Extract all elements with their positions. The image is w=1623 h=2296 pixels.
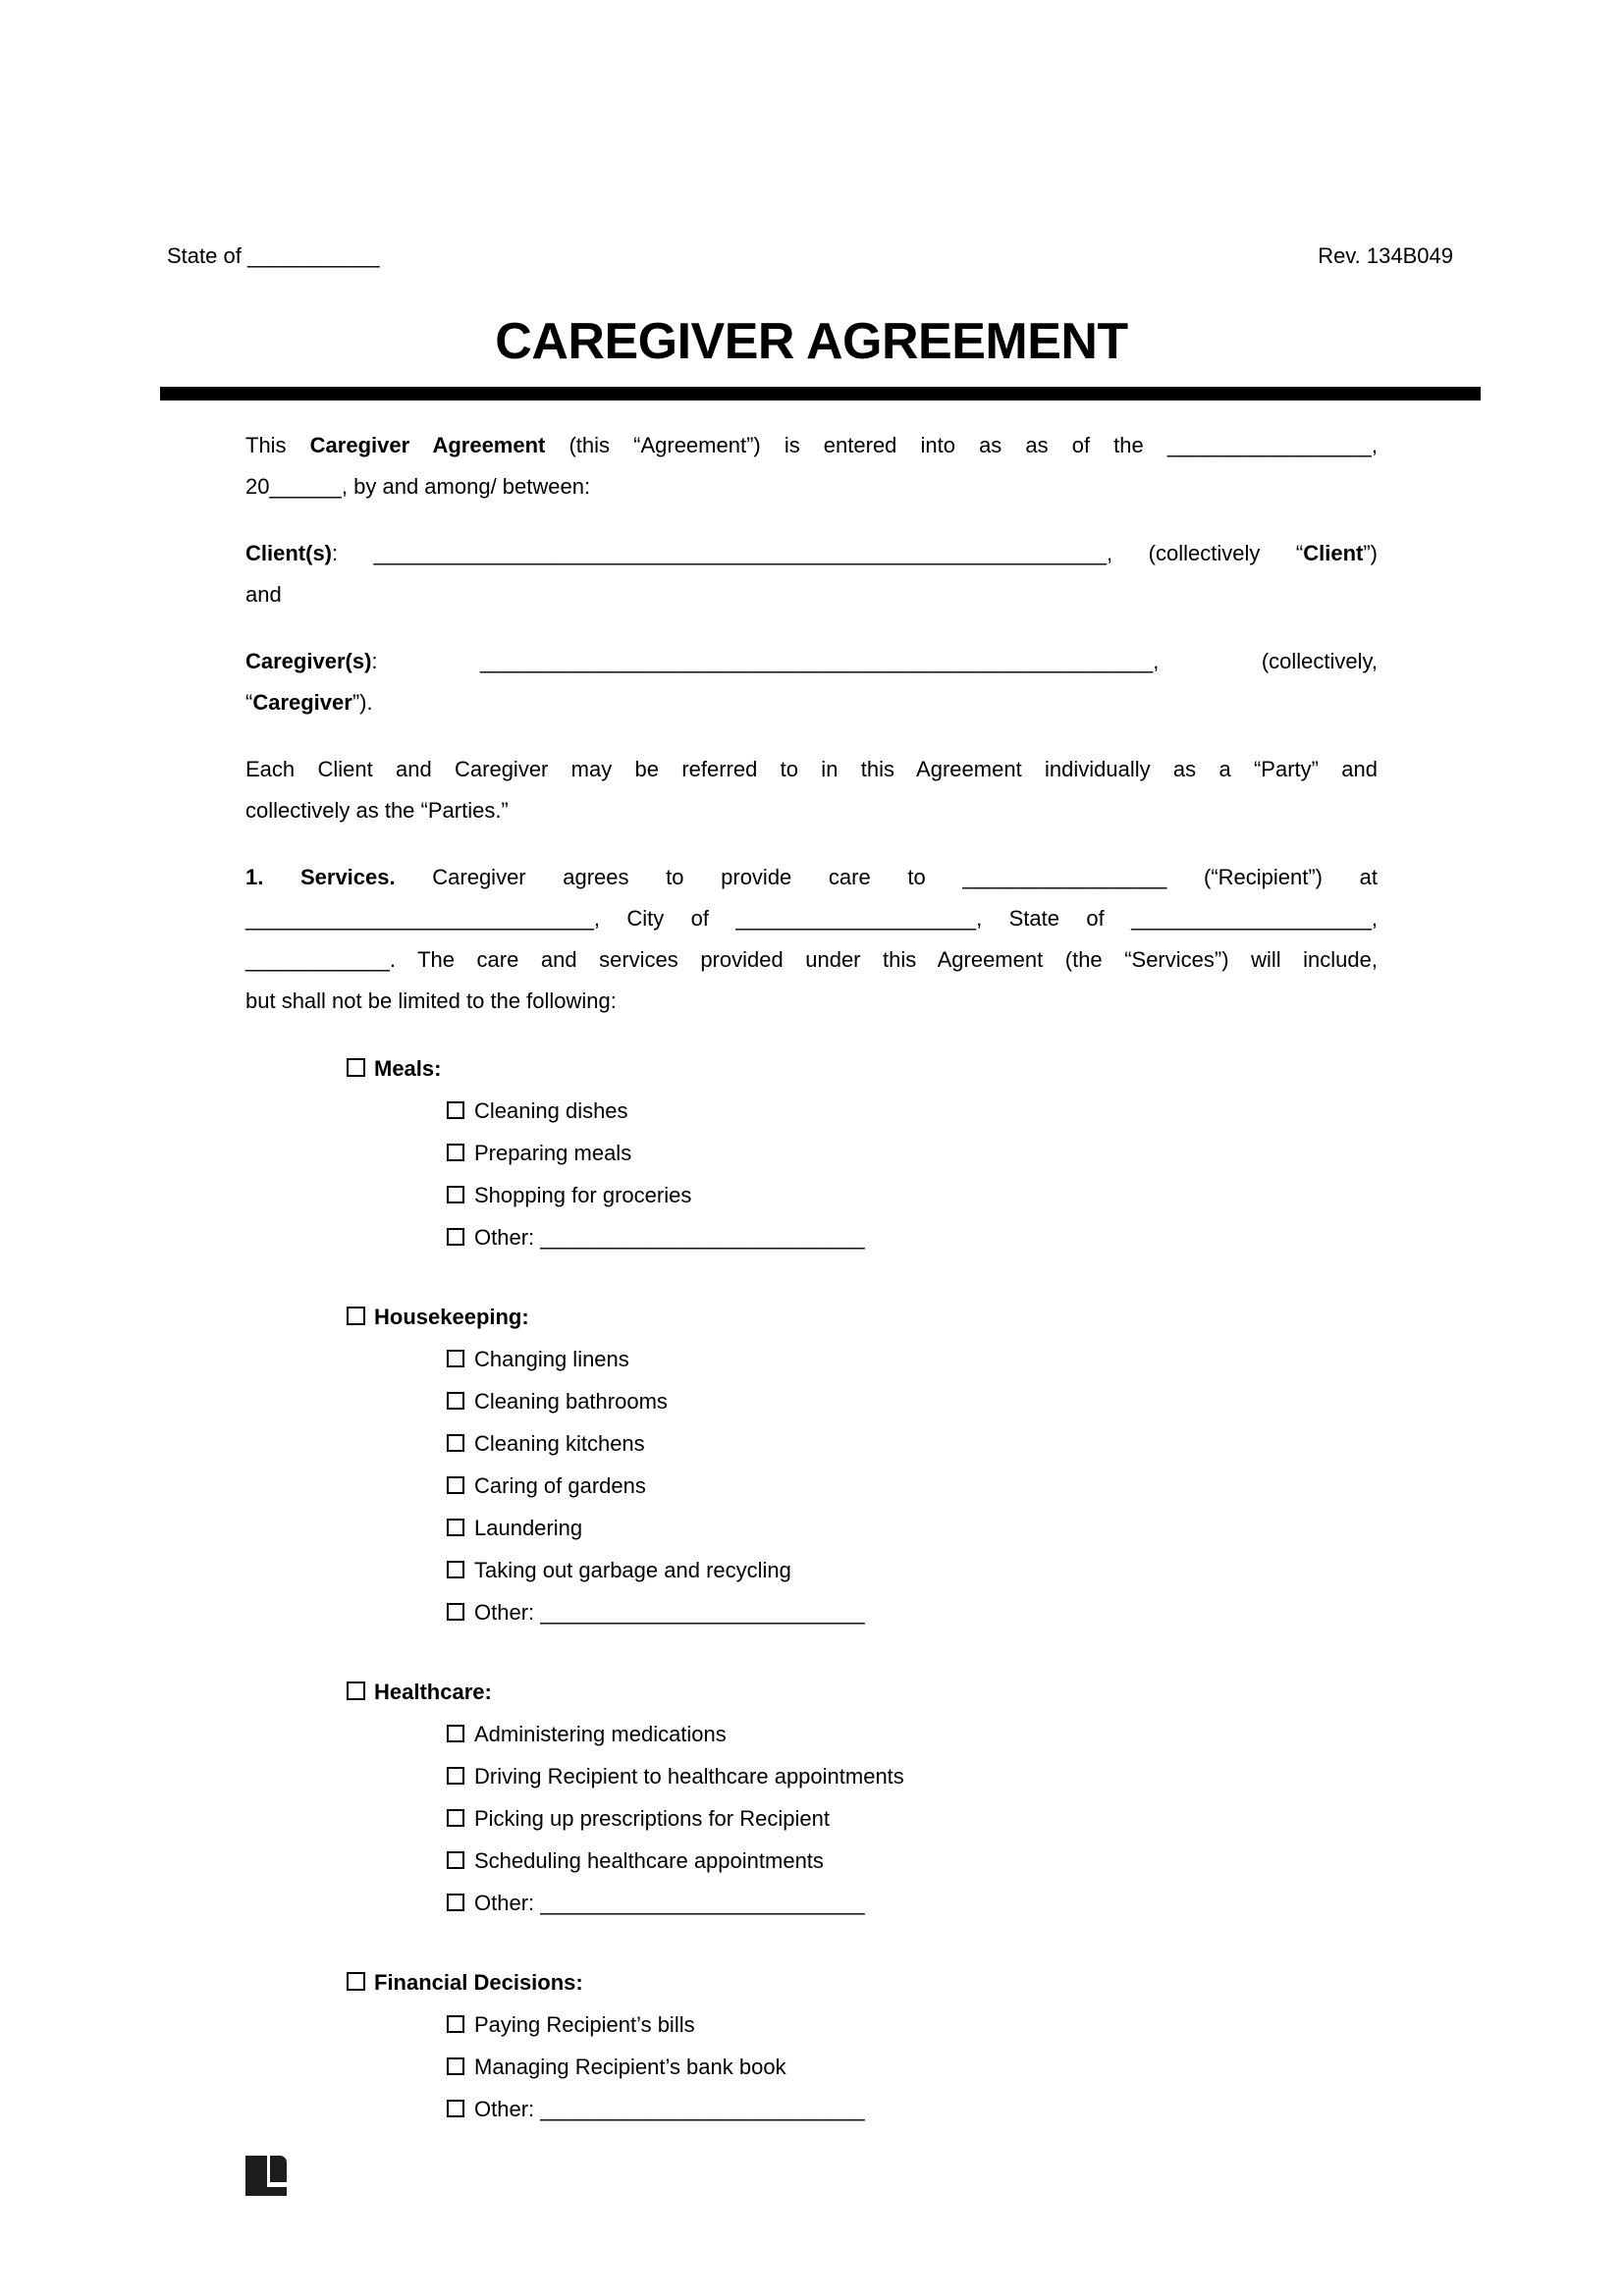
- services-paragraph: [245, 857, 1378, 1022]
- text-run: Caregiver: [252, 690, 352, 715]
- item-label: Cleaning bathrooms: [474, 1389, 668, 1414]
- text-run: (“Recipient”) at: [1166, 865, 1378, 889]
- services-checklist: [245, 1047, 1378, 2130]
- item-label: Other:: [474, 1891, 541, 1915]
- checklist-section: [245, 1961, 1378, 2130]
- checkbox-icon[interactable]: [347, 1058, 365, 1077]
- checkbox-icon[interactable]: [347, 1307, 365, 1325]
- item-label: Paying Recipient’s bills: [474, 2012, 695, 2037]
- checkbox-icon[interactable]: [447, 1767, 464, 1785]
- checklist-item: [245, 1797, 1378, 1840]
- text-run: , by and among/ between:: [341, 474, 591, 499]
- item-label: Other:: [474, 2097, 541, 2121]
- blank-field[interactable]: ___________________________: [540, 1600, 865, 1625]
- checkbox-icon[interactable]: [447, 1434, 464, 1452]
- section-header: [245, 1961, 1378, 2003]
- item-label: Laundering: [474, 1516, 583, 1540]
- checklist-section: [245, 1047, 1378, 1258]
- section-header: [245, 1296, 1378, 1338]
- item-label: Scheduling healthcare appointments: [474, 1848, 824, 1873]
- checklist-item-other: [245, 2088, 1378, 2130]
- checkbox-icon[interactable]: [447, 1809, 464, 1827]
- text-run: , (collectively,: [1153, 649, 1378, 673]
- checklist-item: [245, 1507, 1378, 1549]
- item-label: Driving Recipient to healthcare appointments: [474, 1764, 904, 1789]
- blank-field[interactable]: ____________________: [1131, 906, 1372, 931]
- checklist-item: [245, 1713, 1378, 1755]
- text-run: “: [245, 690, 253, 715]
- checklist-item: [245, 1549, 1378, 1591]
- checklist-item: [245, 2046, 1378, 2088]
- text-line: [245, 939, 1378, 981]
- checklist-item-other: [245, 1216, 1378, 1258]
- text-run: ”).: [352, 690, 373, 715]
- section-header: [245, 1047, 1378, 1090]
- text-run: , (collectively “: [1107, 541, 1304, 565]
- blank-field[interactable]: ________________________________________________________: [480, 649, 1154, 673]
- text-line: [245, 466, 1378, 507]
- blank-field[interactable]: ___________________________: [540, 1225, 865, 1250]
- client-paragraph: [245, 533, 1378, 615]
- text-run: Caregiver agrees to provide care to: [395, 865, 963, 889]
- checkbox-icon[interactable]: [447, 1561, 464, 1578]
- section-label: Housekeeping:: [374, 1305, 529, 1329]
- checklist-item-other: [245, 1591, 1378, 1633]
- text-run: ,: [1371, 433, 1378, 457]
- item-label: Picking up prescriptions for Recipient: [474, 1806, 830, 1831]
- text-run: . The care and services provided under this Agreement (the “Services”) will include,: [389, 947, 1378, 972]
- checklist-section: [245, 1671, 1378, 1924]
- text-run: collectively as the “Parties.”: [245, 798, 509, 823]
- item-label: Other:: [474, 1600, 541, 1625]
- checklist-item: [245, 1132, 1378, 1174]
- checkbox-icon[interactable]: [347, 1682, 365, 1700]
- state-of-line: [167, 242, 380, 270]
- text-run: but shall not be limited to the following:: [245, 988, 617, 1013]
- checkbox-icon[interactable]: [447, 1725, 464, 1742]
- text-run: This: [245, 433, 310, 457]
- parties-paragraph: [245, 749, 1378, 831]
- checklist-item: [245, 1380, 1378, 1422]
- text-run: , State of: [976, 906, 1132, 931]
- checklist-item: [245, 2003, 1378, 2046]
- text-line: [245, 981, 1378, 1022]
- blank-field[interactable]: ____________: [245, 947, 390, 972]
- section-label: Financial Decisions:: [374, 1970, 583, 1995]
- checklist-section: [245, 1296, 1378, 1633]
- checklist-item-other: [245, 1882, 1378, 1924]
- blank-field[interactable]: ____________________: [735, 906, 977, 931]
- checkbox-icon[interactable]: [447, 2100, 464, 2117]
- checkbox-icon[interactable]: [447, 1101, 464, 1119]
- legal-templates-logo-icon: [245, 2156, 287, 2196]
- blank-field[interactable]: _____________________________________________________________: [373, 541, 1108, 565]
- blank-field[interactable]: _________________: [1166, 433, 1372, 457]
- checkbox-icon[interactable]: [447, 1603, 464, 1621]
- item-label: Cleaning kitchens: [474, 1431, 645, 1456]
- item-label: Changing linens: [474, 1347, 629, 1371]
- checklist-item: [245, 1338, 1378, 1380]
- text-run: Each Client and Caregiver may be referred to in this Agreement individually as a “Party” and: [245, 757, 1378, 781]
- item-label: Taking out garbage and recycling: [474, 1558, 791, 1582]
- checkbox-icon[interactable]: [447, 1392, 464, 1410]
- text-line: [245, 898, 1378, 939]
- checkbox-icon[interactable]: [447, 1519, 464, 1536]
- checklist-item: [245, 1840, 1378, 1882]
- text-line: [245, 641, 1378, 682]
- item-label: Shopping for groceries: [474, 1183, 692, 1207]
- text-line: [245, 749, 1378, 790]
- text-run: 1. Services.: [245, 865, 396, 889]
- text-run: 20: [245, 474, 270, 499]
- checkbox-icon[interactable]: [447, 1228, 464, 1246]
- text-run: ”): [1363, 541, 1378, 565]
- item-label: Preparing meals: [474, 1141, 632, 1165]
- logo-top-right-block: [270, 2156, 287, 2182]
- checklist-item: [245, 1174, 1378, 1216]
- intro-paragraph: [245, 425, 1378, 507]
- document-title: CAREGIVER AGREEMENT: [495, 313, 1128, 370]
- section-label: Healthcare:: [374, 1680, 492, 1704]
- text-line: [245, 533, 1378, 574]
- state-of-label: State of: [167, 243, 242, 268]
- text-run: Caregiver Agreement: [309, 433, 546, 457]
- page-header: [167, 242, 1453, 270]
- text-line: [245, 574, 1378, 615]
- section-header: [245, 1671, 1378, 1713]
- checklist-item: [245, 1090, 1378, 1132]
- text-line: [245, 790, 1378, 831]
- text-run: :: [371, 649, 481, 673]
- checkbox-icon[interactable]: [447, 1144, 464, 1161]
- item-label: Managing Recipient’s bank book: [474, 2055, 786, 2079]
- document-body: [245, 425, 1378, 2167]
- checklist-item: [245, 1755, 1378, 1797]
- text-run: Client(s): [245, 541, 332, 565]
- checkbox-icon[interactable]: [447, 2015, 464, 2033]
- section-label: Meals:: [374, 1056, 442, 1081]
- caregiver-paragraph: [245, 641, 1378, 723]
- blank-field[interactable]: _________________: [962, 865, 1167, 889]
- checkbox-icon[interactable]: [447, 1894, 464, 1911]
- blank-field[interactable]: ___________________________: [540, 1891, 865, 1915]
- text-line: [245, 425, 1378, 466]
- checkbox-icon[interactable]: [447, 1350, 464, 1367]
- checklist-item: [245, 1422, 1378, 1465]
- blank-field[interactable]: ___________________________: [540, 2097, 865, 2121]
- text-run: ,: [1371, 906, 1378, 931]
- item-label: Cleaning dishes: [474, 1098, 628, 1123]
- checklist-item: [245, 1465, 1378, 1507]
- item-label: Caring of gardens: [474, 1473, 646, 1498]
- state-blank-field[interactable]: ___________: [246, 243, 380, 268]
- text-run: (this “Agreement”) is entered into as as of the: [545, 433, 1167, 457]
- item-label: Other:: [474, 1225, 541, 1250]
- checkbox-icon[interactable]: [447, 2057, 464, 2075]
- text-run: Caregiver(s): [245, 649, 372, 673]
- text-run: :: [332, 541, 374, 565]
- checkbox-icon[interactable]: [447, 1476, 464, 1494]
- text-run: and: [245, 582, 282, 607]
- logo-bottom-strip: [245, 2187, 287, 2196]
- checkbox-icon[interactable]: [347, 1972, 365, 1991]
- checkbox-icon[interactable]: [447, 1851, 464, 1869]
- text-run: Client: [1303, 541, 1364, 565]
- blank-field[interactable]: ______: [269, 474, 342, 499]
- checkbox-icon[interactable]: [447, 1186, 464, 1203]
- text-line: [245, 857, 1378, 898]
- title-divider-rule: [160, 387, 1481, 400]
- blank-field[interactable]: _____________________________: [245, 906, 594, 931]
- text-run: , City of: [593, 906, 736, 931]
- item-label: Administering medications: [474, 1722, 727, 1746]
- text-line: [245, 682, 1378, 723]
- revision-number: Rev. 134B049: [1318, 243, 1453, 268]
